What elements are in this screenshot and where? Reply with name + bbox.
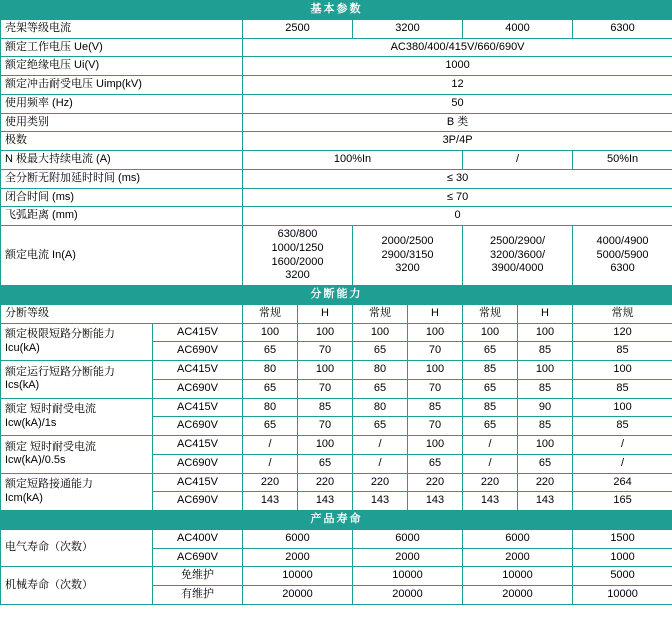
ics-415-2: 80 xyxy=(353,361,408,380)
rated-current-label: 额定电流 In(A) xyxy=(1,226,243,286)
electrical-life-690-2: 2000 xyxy=(463,548,573,567)
closing-time-label: 闭合时间 (ms) xyxy=(1,188,243,207)
n-pole-current-value-2: / xyxy=(463,151,573,170)
frame-current-value-4: 6300 xyxy=(573,19,672,38)
mechanical-life-sub-0: 免维护 xyxy=(153,567,243,586)
icw05s-415-6: / xyxy=(573,436,672,455)
section-title-breaking: 分断能力 xyxy=(1,286,672,305)
icu-415-0: 100 xyxy=(243,323,298,342)
icu-label: 额定极限短路分断能力 Icu(kA) xyxy=(1,323,153,361)
electrical-life-690-3: 1000 xyxy=(573,548,672,567)
section-header-row xyxy=(1,511,672,530)
icu-415-2: 100 xyxy=(353,323,408,342)
icu-690-4: 65 xyxy=(463,342,518,361)
icm-415-5: 220 xyxy=(518,473,573,492)
frame-current-value-2: 3200 xyxy=(353,19,463,38)
section-title-life: 产品寿命 xyxy=(1,511,672,530)
mechanical-life-free-3: 5000 xyxy=(573,567,672,586)
icw05s-sub-0: AC415V xyxy=(153,436,243,455)
arcing-distance-label: 飞弧距离 (mm) xyxy=(1,207,243,226)
icw-1s-label: 额定 短时耐受电流 Icw(kA)/1s xyxy=(1,398,153,436)
total-break-time-value: ≤ 30 xyxy=(243,169,672,188)
mechanical-life-free-1: 10000 xyxy=(353,567,463,586)
closing-time-value: ≤ 70 xyxy=(243,188,672,207)
rated-impulse-voltage-value: 12 xyxy=(243,76,672,95)
table-row xyxy=(1,567,672,586)
icu-690-0: 65 xyxy=(243,342,298,361)
table-row xyxy=(1,57,672,76)
icw-05s-label: 额定 短时耐受电流 Icw(kA)/0.5s xyxy=(1,436,153,474)
electrical-life-400-3: 1500 xyxy=(573,529,672,548)
breaking-grade-3: H xyxy=(408,304,463,323)
icm-sub-1: AC690V xyxy=(153,492,243,511)
icw05s-415-5: 100 xyxy=(518,436,573,455)
icw1s-415-2: 80 xyxy=(353,398,408,417)
icw1s-690-1: 70 xyxy=(298,417,353,436)
icm-415-4: 220 xyxy=(463,473,518,492)
ics-690-4: 65 xyxy=(463,379,518,398)
electrical-life-400-2: 6000 xyxy=(463,529,573,548)
mechanical-life-maint-3: 10000 xyxy=(573,586,672,605)
icw1s-415-4: 85 xyxy=(463,398,518,417)
breaking-grade-0: 常规 xyxy=(243,304,298,323)
section-header-row xyxy=(1,1,672,20)
table-row xyxy=(1,151,672,170)
electrical-life-690-0: 2000 xyxy=(243,548,353,567)
table-row xyxy=(1,76,672,95)
utilization-category-value: B 类 xyxy=(243,113,672,132)
icu-415-1: 100 xyxy=(298,323,353,342)
table-row xyxy=(1,473,672,492)
ics-label: 额定运行短路分断能力 Ics(kA) xyxy=(1,361,153,399)
icu-690-6: 85 xyxy=(573,342,672,361)
n-pole-current-value-3: 50%In xyxy=(573,151,672,170)
table-row xyxy=(1,207,672,226)
rated-current-value-4: 4000/4900 5000/5900 6300 xyxy=(573,226,672,286)
icw05s-415-4: / xyxy=(463,436,518,455)
icm-415-6: 264 xyxy=(573,473,672,492)
icw05s-415-0: / xyxy=(243,436,298,455)
table-row xyxy=(1,436,672,455)
rated-current-value-2: 2000/2500 2900/3150 3200 xyxy=(353,226,463,286)
icw1s-690-4: 65 xyxy=(463,417,518,436)
rated-operating-voltage-label: 额定工作电压 Ue(V) xyxy=(1,38,243,57)
ics-690-3: 70 xyxy=(408,379,463,398)
electrical-life-400-1: 6000 xyxy=(353,529,463,548)
poles-label: 极数 xyxy=(1,132,243,151)
breaking-grade-6: 常规 xyxy=(573,304,672,323)
breaking-grade-4: 常规 xyxy=(463,304,518,323)
ics-415-6: 100 xyxy=(573,361,672,380)
rated-current-value-3: 2500/2900/ 3200/3600/ 3900/4000 xyxy=(463,226,573,286)
mechanical-life-free-2: 10000 xyxy=(463,567,573,586)
n-pole-current-label: N 极最大持续电流 (A) xyxy=(1,151,243,170)
table-row xyxy=(1,169,672,188)
icw1s-415-3: 85 xyxy=(408,398,463,417)
mechanical-life-maint-2: 20000 xyxy=(463,586,573,605)
electrical-life-label: 电气寿命（次数） xyxy=(1,529,153,567)
frequency-label: 使用频率 (Hz) xyxy=(1,94,243,113)
breaking-grade-label: 分断等级 xyxy=(1,304,243,323)
total-break-time-label: 全分断无附加延时时间 (ms) xyxy=(1,169,243,188)
icw1s-415-5: 90 xyxy=(518,398,573,417)
icw05s-690-5: 65 xyxy=(518,454,573,473)
table-row xyxy=(1,226,672,286)
table-row xyxy=(1,398,672,417)
mechanical-life-sub-1: 有维护 xyxy=(153,586,243,605)
table-row xyxy=(1,38,672,57)
utilization-category-label: 使用类别 xyxy=(1,113,243,132)
icm-415-2: 220 xyxy=(353,473,408,492)
icw05s-690-4: / xyxy=(463,454,518,473)
icw1s-415-0: 80 xyxy=(243,398,298,417)
icw1s-sub-1: AC690V xyxy=(153,417,243,436)
rated-impulse-voltage-label: 额定冲击耐受电压 Uimp(kV) xyxy=(1,76,243,95)
poles-value: 3P/4P xyxy=(243,132,672,151)
table-row xyxy=(1,361,672,380)
table-row xyxy=(1,19,672,38)
electrical-life-sub-1: AC690V xyxy=(153,548,243,567)
table-row xyxy=(1,94,672,113)
icm-690-4: 143 xyxy=(463,492,518,511)
icm-415-0: 220 xyxy=(243,473,298,492)
rated-current-value-1: 630/800 1000/1250 1600/2000 3200 xyxy=(243,226,353,286)
rated-insulation-voltage-value: 1000 xyxy=(243,57,672,76)
rated-operating-voltage-value: AC380/400/415V/660/690V xyxy=(243,38,672,57)
mechanical-life-maint-0: 20000 xyxy=(243,586,353,605)
icu-sub-1: AC690V xyxy=(153,342,243,361)
ics-415-0: 80 xyxy=(243,361,298,380)
mechanical-life-maint-1: 20000 xyxy=(353,586,463,605)
icw05s-sub-1: AC690V xyxy=(153,454,243,473)
icm-label: 额定短路接通能力 Icm(kA) xyxy=(1,473,153,511)
icu-415-3: 100 xyxy=(408,323,463,342)
icm-690-3: 143 xyxy=(408,492,463,511)
icw05s-690-2: / xyxy=(353,454,408,473)
table-row xyxy=(1,113,672,132)
icm-690-2: 143 xyxy=(353,492,408,511)
icw1s-690-0: 65 xyxy=(243,417,298,436)
icw1s-690-5: 85 xyxy=(518,417,573,436)
icw1s-690-6: 85 xyxy=(573,417,672,436)
icm-690-1: 143 xyxy=(298,492,353,511)
table-row xyxy=(1,188,672,207)
table-row xyxy=(1,304,672,323)
icw05s-690-0: / xyxy=(243,454,298,473)
ics-415-5: 100 xyxy=(518,361,573,380)
table-row xyxy=(1,529,672,548)
section-header-row xyxy=(1,286,672,305)
icw1s-690-2: 65 xyxy=(353,417,408,436)
frame-current-value-1: 2500 xyxy=(243,19,353,38)
frequency-value: 50 xyxy=(243,94,672,113)
breaking-grade-2: 常规 xyxy=(353,304,408,323)
ics-sub-1: AC690V xyxy=(153,379,243,398)
mechanical-life-free-0: 10000 xyxy=(243,567,353,586)
icw05s-415-1: 100 xyxy=(298,436,353,455)
icu-415-6: 120 xyxy=(573,323,672,342)
icm-690-5: 143 xyxy=(518,492,573,511)
frame-current-label: 壳架等级电流 xyxy=(1,19,243,38)
icw1s-415-6: 100 xyxy=(573,398,672,417)
section-title-basic: 基本参数 xyxy=(1,1,672,20)
icw1s-sub-0: AC415V xyxy=(153,398,243,417)
ics-415-4: 85 xyxy=(463,361,518,380)
icm-690-0: 143 xyxy=(243,492,298,511)
icm-415-1: 220 xyxy=(298,473,353,492)
icw05s-415-3: 100 xyxy=(408,436,463,455)
icu-690-1: 70 xyxy=(298,342,353,361)
arcing-distance-value: 0 xyxy=(243,207,672,226)
icw05s-690-1: 65 xyxy=(298,454,353,473)
icm-415-3: 220 xyxy=(408,473,463,492)
icw1s-690-3: 70 xyxy=(408,417,463,436)
mechanical-life-label: 机械寿命（次数） xyxy=(1,567,153,605)
ics-sub-0: AC415V xyxy=(153,361,243,380)
ics-690-1: 70 xyxy=(298,379,353,398)
ics-415-3: 100 xyxy=(408,361,463,380)
electrical-life-400-0: 6000 xyxy=(243,529,353,548)
electrical-life-sub-0: AC400V xyxy=(153,529,243,548)
icw05s-415-2: / xyxy=(353,436,408,455)
ics-690-0: 65 xyxy=(243,379,298,398)
ics-690-2: 65 xyxy=(353,379,408,398)
icu-sub-0: AC415V xyxy=(153,323,243,342)
electrical-life-690-1: 2000 xyxy=(353,548,463,567)
icu-690-3: 70 xyxy=(408,342,463,361)
icm-sub-0: AC415V xyxy=(153,473,243,492)
icm-690-6: 165 xyxy=(573,492,672,511)
n-pole-current-value-1: 100%In xyxy=(243,151,463,170)
icw05s-690-3: 65 xyxy=(408,454,463,473)
icu-690-2: 65 xyxy=(353,342,408,361)
ics-690-6: 85 xyxy=(573,379,672,398)
table-row xyxy=(1,132,672,151)
icu-690-5: 85 xyxy=(518,342,573,361)
rated-insulation-voltage-label: 额定绝缘电压 Ui(V) xyxy=(1,57,243,76)
icu-415-5: 100 xyxy=(518,323,573,342)
ics-690-5: 85 xyxy=(518,379,573,398)
icw05s-690-6: / xyxy=(573,454,672,473)
icw1s-415-1: 85 xyxy=(298,398,353,417)
frame-current-value-3: 4000 xyxy=(463,19,573,38)
breaking-grade-1: H xyxy=(298,304,353,323)
ics-415-1: 100 xyxy=(298,361,353,380)
table-row xyxy=(1,323,672,342)
icu-415-4: 100 xyxy=(463,323,518,342)
breaking-grade-5: H xyxy=(518,304,573,323)
